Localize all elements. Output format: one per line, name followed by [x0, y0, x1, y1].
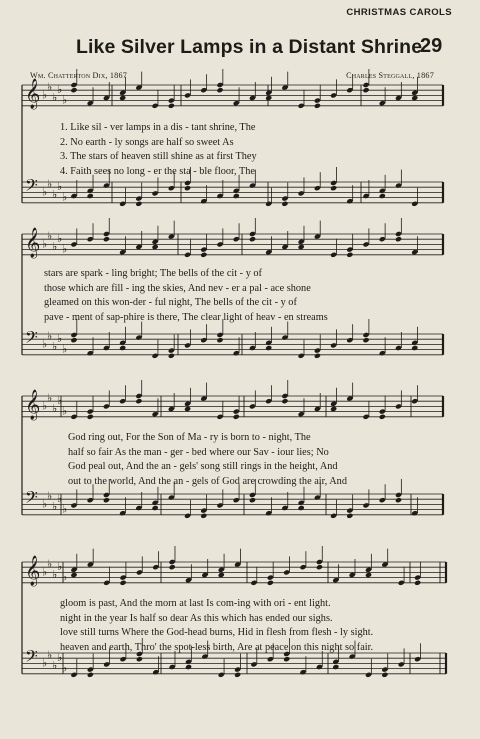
flat-icon: ♭: [57, 232, 63, 246]
flat-icon: ♭: [47, 648, 53, 662]
notehead: [346, 513, 353, 519]
notehead: [87, 193, 94, 199]
lyric-line: night in the year Is half so dear As this which has ended our sighs.: [60, 612, 333, 624]
flat-icon: ♭: [62, 404, 68, 418]
lyric-line: those which are fill - ing the skies, And nev - er a pal - ace shone: [44, 282, 311, 294]
flat-icon: ♭: [42, 497, 48, 511]
notehead: [233, 193, 240, 199]
notehead: [298, 244, 305, 250]
notehead: [395, 236, 402, 242]
notehead: [216, 337, 223, 343]
notehead: [330, 406, 337, 412]
treble-clef-icon: 𝄞: [25, 79, 41, 109]
notehead: [363, 87, 370, 93]
flat-icon: ♭: [42, 185, 48, 199]
hymn-title: Like Silver Lamps in a Distant Shrine: [76, 36, 423, 58]
notehead: [216, 87, 223, 93]
flat-icon: ♭: [62, 190, 68, 204]
lyric-line: gleamed on this won-der - ful night, The bells of the cit - y of: [44, 297, 297, 308]
flat-icon: ♭: [42, 656, 48, 670]
notehead: [267, 580, 274, 586]
notehead: [411, 95, 418, 101]
notehead: [283, 656, 290, 662]
notehead: [70, 572, 77, 578]
notehead: [184, 406, 191, 412]
notehead: [281, 201, 288, 207]
notehead: [200, 252, 207, 258]
lyric-line: God peal out, And the an - gels' song still rings in the height, And: [68, 461, 338, 472]
notehead: [363, 337, 370, 343]
notehead: [200, 513, 207, 519]
notehead: [119, 345, 126, 351]
notehead: [185, 664, 192, 670]
flat-icon: ♭: [62, 502, 68, 516]
notehead: [169, 564, 176, 570]
flat-icon: ♭: [62, 242, 68, 256]
notehead: [120, 580, 127, 586]
flat-icon: ♭: [62, 342, 68, 356]
notehead: [379, 414, 386, 420]
notehead: [411, 345, 418, 351]
hymn-number: 29: [420, 35, 443, 57]
lyric-line: 4. Faith sees no long - er the sta - ble floor, The: [60, 165, 255, 177]
notehead: [265, 95, 272, 101]
notehead: [314, 103, 321, 109]
notehead: [103, 497, 110, 503]
flat-icon: ♭: [47, 391, 53, 405]
notehead: [265, 345, 272, 351]
notehead: [379, 193, 386, 199]
flat-icon: ♭: [52, 240, 58, 253]
flat-icon: ♭: [57, 394, 63, 408]
notehead: [395, 497, 402, 503]
bass-clef-icon: 𝄢: [25, 327, 38, 351]
treble-clef-icon: 𝄞: [25, 228, 41, 258]
flat-icon: ♭: [52, 659, 58, 672]
notehead: [346, 252, 353, 258]
flat-icon: ♭: [57, 180, 63, 194]
flat-icon: ♭: [42, 399, 48, 413]
notehead: [103, 236, 110, 242]
notehead: [314, 353, 321, 359]
lyric-line: pave - ment of sap-phire is there, The clear light of heav - en streams: [44, 311, 328, 323]
flat-icon: ♭: [57, 651, 63, 665]
flat-icon: ♭: [42, 88, 48, 102]
notehead: [234, 672, 241, 678]
flat-icon: ♭: [47, 329, 53, 343]
notehead: [249, 236, 256, 242]
flat-icon: ♭: [42, 565, 48, 579]
notehead: [365, 572, 372, 578]
flat-icon: ♭: [57, 560, 63, 574]
flat-icon: ♭: [47, 229, 53, 243]
lyric-line: 1. Like sil - ver lamps in a dis - tant shrine, The: [60, 122, 256, 133]
flat-icon: ♭: [52, 568, 58, 581]
flat-icon: ♭: [62, 93, 68, 107]
flat-icon: ♭: [47, 557, 53, 571]
flat-icon: ♭: [57, 83, 63, 97]
lyric-line: 3. The stars of heaven still shine as at first They: [60, 151, 257, 162]
lyric-line: gloom is past, And the morn at last Is com-ing with ori - ent light.: [60, 598, 331, 609]
lyric-line: half so fair As the man - ger - bed where our Sav - iour lies; No: [68, 446, 329, 458]
notehead: [152, 244, 159, 250]
notehead: [70, 337, 77, 343]
notehead: [87, 672, 94, 678]
flat-icon: ♭: [47, 489, 53, 503]
notehead: [135, 398, 142, 404]
flat-icon: ♭: [42, 237, 48, 251]
lyric-line: stars are spark - ling bright; The bells of the cit - y of: [44, 268, 262, 279]
flat-icon: ♭: [57, 492, 63, 506]
lyrics-system-4: [60, 597, 444, 655]
lyrics-system-2: [44, 267, 428, 325]
lyrics-system-1: [60, 121, 444, 179]
notehead: [184, 185, 191, 191]
lyric-line: out to the world, And the an - gels of God are crowding the air, And: [68, 475, 347, 487]
author-credit: Wm. Chatterton Dix, 1867: [30, 71, 128, 80]
notehead: [119, 95, 126, 101]
treble-clef-icon: 𝄞: [25, 390, 41, 420]
bass-clef-icon: 𝄢: [25, 175, 38, 199]
notehead: [233, 414, 240, 420]
notehead: [135, 201, 142, 207]
notehead: [136, 656, 143, 662]
notehead: [168, 353, 175, 359]
notehead: [152, 505, 159, 511]
notehead: [249, 497, 256, 503]
notehead: [168, 103, 175, 109]
flat-icon: ♭: [52, 402, 58, 415]
flat-icon: ♭: [52, 340, 58, 353]
lyric-line: 2. No earth - ly songs are half so sweet As: [60, 136, 234, 148]
flat-icon: ♭: [57, 332, 63, 346]
section-heading: CHRISTMAS CAROLS: [346, 7, 452, 18]
notehead: [330, 185, 337, 191]
flat-icon: ♭: [52, 91, 58, 104]
flat-icon: ♭: [62, 570, 68, 584]
notehead: [414, 580, 421, 586]
notehead: [218, 572, 225, 578]
flat-icon: ♭: [47, 177, 53, 191]
flat-icon: ♭: [42, 337, 48, 351]
flat-icon: ♭: [52, 500, 58, 513]
bass-clef-icon: 𝄢: [25, 646, 38, 670]
lyric-line: heaven and earth, Thro' the spot-less birth, Are at peace on this night so fair.: [60, 641, 374, 653]
composer-credit: Charles Steggall, 1867: [346, 71, 434, 80]
lyric-line: love still turns Where the God-head burns, Hid in flesh from flesh - ly sight.: [60, 627, 374, 638]
flat-icon: ♭: [47, 80, 53, 94]
flat-icon: ♭: [62, 661, 68, 675]
bass-clef-icon: 𝄢: [25, 487, 38, 511]
notehead: [381, 672, 388, 678]
notehead: [70, 87, 77, 93]
notehead: [87, 414, 94, 420]
flat-icon: ♭: [52, 188, 58, 201]
notehead: [281, 398, 288, 404]
lyric-line: God ring out, For the Son of Ma - ry is born to - night, The: [68, 432, 311, 443]
lyrics-system-3: [68, 431, 452, 489]
notehead: [298, 505, 305, 511]
treble-clef-icon: 𝄞: [25, 556, 41, 586]
notehead: [316, 564, 323, 570]
notehead: [332, 664, 339, 670]
